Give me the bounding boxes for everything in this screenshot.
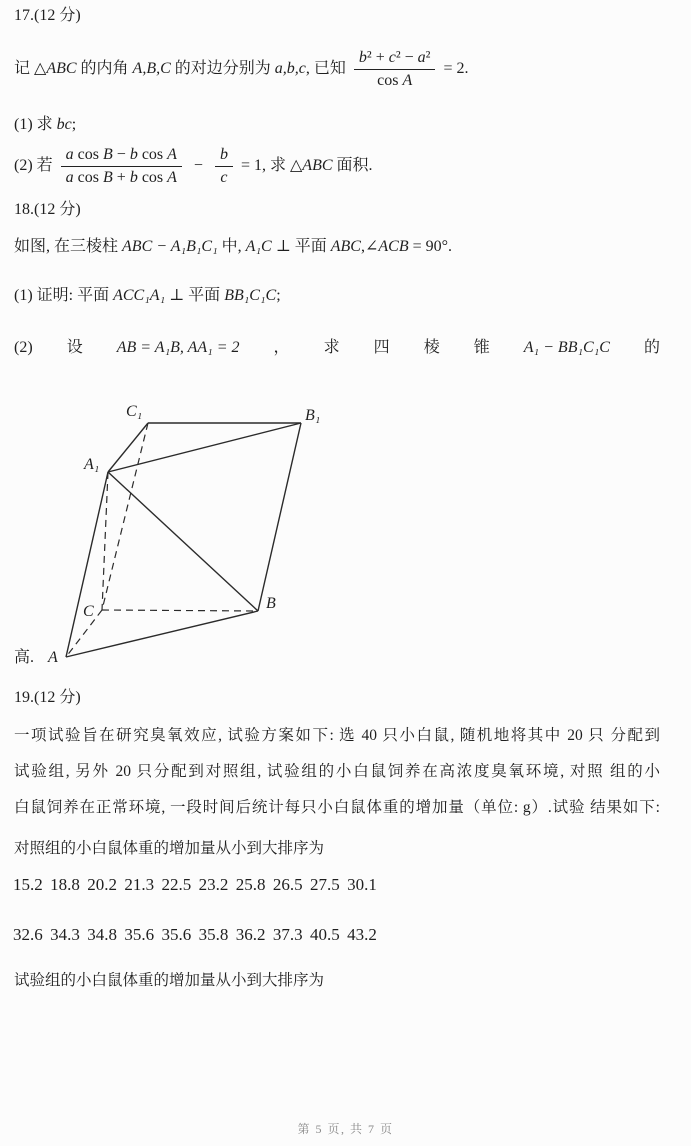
- q19-control-group-label: 对照组的小白鼠体重的增加量从小到大排序为: [14, 840, 325, 857]
- page-number-footer: 第 5 页, 共 7 页: [297, 1122, 394, 1136]
- data-value: 36.2: [235, 925, 266, 944]
- q17-part2: [14, 140, 373, 192]
- data-value: 43.2: [347, 925, 377, 944]
- q18-part2-tail: 高.: [14, 649, 35, 666]
- vertex-label-c: C: [83, 603, 94, 620]
- q17-bc-fraction-denominator: c: [220, 168, 228, 186]
- q17-part2-prefix: (2) 若: [14, 157, 53, 174]
- q17-fraction-numerator: b² + c² − a²: [354, 48, 436, 70]
- edge-a1-b1: [108, 423, 301, 472]
- vertex-label-c1: C₁: [126, 403, 143, 420]
- data-value: 26.5: [272, 875, 303, 894]
- q17-fraction-denominator: cos A: [377, 71, 413, 89]
- vertex-label-a: A: [48, 649, 58, 666]
- edge-c-b-dashed: [102, 610, 258, 611]
- q18-heading: 18.(12 分): [14, 201, 81, 218]
- data-value: 27.5: [310, 875, 340, 894]
- data-value: 22.5: [161, 875, 192, 894]
- data-value: 40.5: [310, 925, 340, 944]
- q18-part2: (2) 设 AB = A₁B, AA₁ = 2 ， 求 四 棱 锥 A₁ − BB₁C₁C 的: [14, 339, 660, 356]
- q19-paragraph-line1: 一项试验旨在研究臭氧效应, 试验方案如下: 选 40 只小白鼠, 随机地将其中 20 只 分配到: [14, 727, 660, 744]
- data-value: 35.6: [161, 925, 192, 944]
- vertex-label-b: B: [266, 595, 276, 612]
- q19-test-group-label: 试验组的小白鼠体重的增加量从小到大排序为: [14, 972, 325, 989]
- q17-part2-suffix: = 1, 求 △ABC 面积.: [240, 157, 373, 174]
- q17-part2-fraction-denominator: a cos B + b cos A: [65, 168, 177, 186]
- q17-part2-fraction: [61, 145, 182, 188]
- q19-heading: 19.(12 分): [14, 689, 81, 706]
- q17-bc-fraction: [215, 145, 233, 188]
- data-value: 37.3: [272, 925, 303, 944]
- q17-part1: (1) 求 bc;: [14, 116, 77, 133]
- data-value: 32.6: [13, 925, 43, 944]
- q17-heading: 17.(12 分): [14, 7, 81, 24]
- control-group-data-row-2: [13, 925, 377, 945]
- q19-paragraph-line3: 白鼠饲养在正常环境, 一段时间后统计每只小白鼠体重的增加量（单位: g）.试验 结果如下:: [14, 799, 660, 816]
- prism-figure: [38, 392, 338, 677]
- control-group-data-row: [13, 875, 377, 895]
- q17-main-fraction: [354, 48, 436, 91]
- q17-part2-fraction-numerator: a cos B − b cos A: [61, 145, 182, 167]
- data-value: 35.6: [124, 925, 155, 944]
- q18-statement: 如图, 在三棱柱 ABC − A₁B₁C₁ 中, A₁C ⊥ 平面 ABC,∠ACB = 90°.: [14, 238, 453, 255]
- data-value: 34.8: [87, 925, 117, 944]
- edge-b-b1: [258, 423, 301, 611]
- data-value: 35.8: [198, 925, 229, 944]
- data-value: 34.3: [50, 925, 80, 944]
- data-value: 30.1: [347, 875, 377, 894]
- vertex-label-a1: A₁: [84, 456, 100, 473]
- data-value: 18.8: [50, 875, 80, 894]
- q18-part1: (1) 证明: 平面 ACC₁A₁ ⊥ 平面 BB₁C₁C;: [14, 287, 281, 304]
- q19-paragraph-line2: 试验组, 另外 20 只分配到对照组, 试验组的小白鼠饲养在高浓度臭氧环境, 对照 组的小: [14, 763, 660, 780]
- data-value: 20.2: [87, 875, 117, 894]
- q17-given-line: [14, 40, 469, 98]
- minus-sign: −: [193, 157, 203, 174]
- q17-intro-text: 记 △ABC 的内角 A,B,C 的对边分别为 a,b,c, 已知: [14, 60, 346, 77]
- data-value: 21.3: [124, 875, 155, 894]
- data-value: 25.8: [235, 875, 266, 894]
- edge-a-b: [66, 611, 258, 657]
- data-value: 23.2: [198, 875, 229, 894]
- q17-bc-fraction-numerator: b: [215, 145, 233, 167]
- q17-equals-two: = 2.: [443, 60, 469, 77]
- vertex-label-b1: B₁: [305, 407, 321, 424]
- prism-svg: [38, 392, 338, 677]
- data-value: 15.2: [13, 875, 43, 894]
